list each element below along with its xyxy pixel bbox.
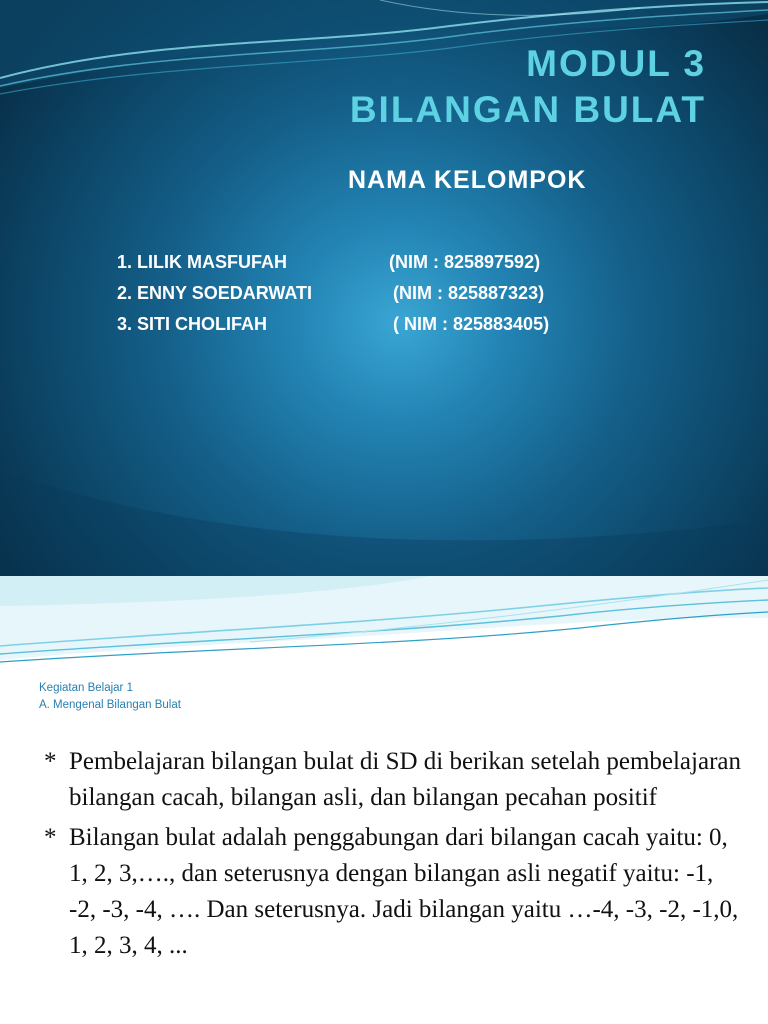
decorative-wave-graphic [0, 576, 768, 676]
member-row [117, 247, 637, 278]
bullet-item [42, 744, 742, 816]
slide-title-line-1: MODUL 3 [526, 43, 706, 84]
slide-title-line-2: BILANGAN BULAT [349, 89, 706, 130]
group-name-heading: NAMA KELOMPOK [348, 166, 587, 194]
content-slide [0, 576, 768, 1024]
member-list [117, 247, 637, 340]
heading-activity: Kegiatan Belajar 1 [39, 682, 133, 694]
bullet-mark: * [44, 748, 57, 775]
member-name: 3. SITI CHOLIFAH [117, 314, 268, 334]
member-nim: ( NIM : 825883405) [393, 314, 550, 334]
bullet-text: Bilangan bulat adalah penggabungan dari bilangan cacah yaitu: 0, 1, 2, 3,…., dan seterusnya dengan bilangan asli negatif yaitu: -1, -2, -3, -4, …. Dan seterusnya. Jadi bilangan yaitu …-4, -3, -2, -1,0, 1, 2, 3, 4, ... [69, 824, 739, 959]
member-row [117, 278, 637, 309]
heading-topic: A. Mengenal Bilangan Bulat [39, 699, 181, 711]
member-name: 1. LILIK MASFUFAH [117, 252, 287, 272]
bullet-list [42, 744, 742, 968]
bullet-item [42, 820, 742, 964]
member-nim: (NIM : 825887323) [393, 283, 545, 303]
section-heading [39, 680, 181, 714]
member-name: 2. ENNY SOEDARWATI [117, 283, 313, 303]
bullet-mark: * [44, 824, 57, 851]
bullet-text: Pembelajaran bilangan bulat di SD di berikan setelah pembelajaran bilangan cacah, bilangan asli, dan bilangan pecahan positif [69, 748, 741, 811]
member-row [117, 309, 637, 340]
member-nim: (NIM : 825897592) [389, 252, 541, 272]
